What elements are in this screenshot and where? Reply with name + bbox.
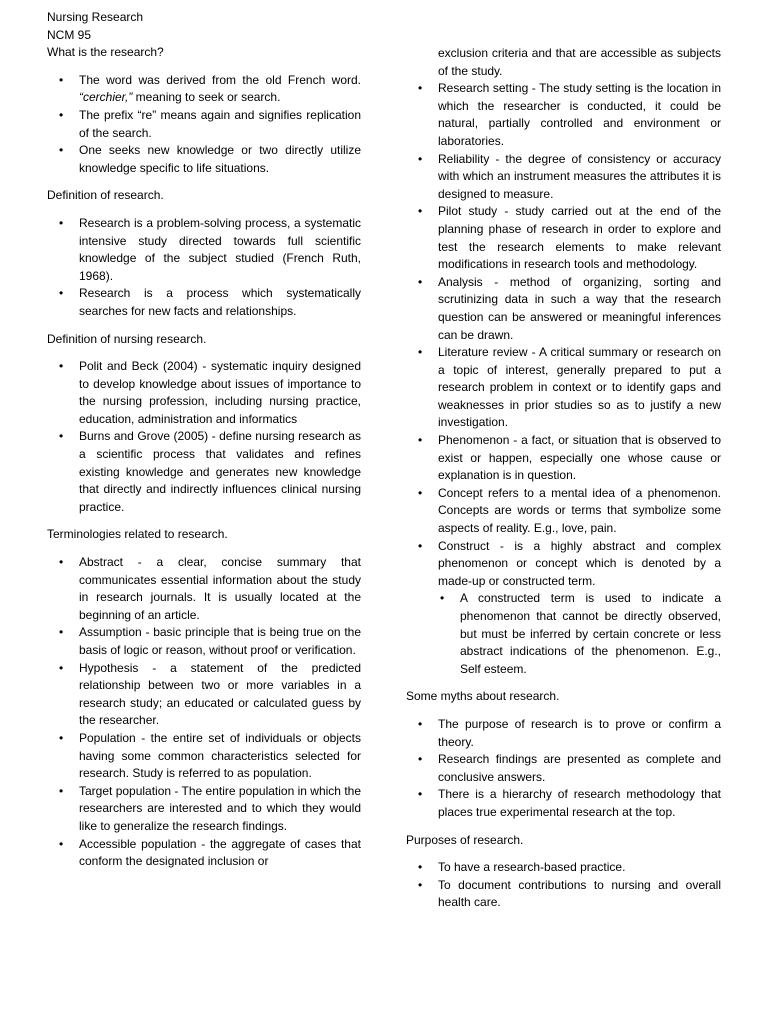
section-heading-definition-research: Definition of research. [47,188,164,203]
list-item: • Hypothesis - a statement of the predicted relationship between two or more variables in a research study; an educated or calculated guess by the researcher. [47,660,361,730]
list-terminologies-left [47,554,361,871]
section-heading-what-is-research: What is the research? [47,45,164,60]
doc-title: Nursing Research [47,10,144,24]
list-item: • Population - the entire set of individuals or objects having some common characteristics selected for research. Study is referred to as population. [47,730,361,783]
list-item: • Analysis - method of organizing, sorting and scrutinizing data in such a way that the research question can be answered or meaningful inferences can be drawn. [406,274,721,344]
list-definition-nursing-research [47,358,361,516]
list-item: • The prefix “re” means again and signifies replication of the search. [47,107,361,142]
list-item: • Construct - is a highly abstract and complex phenomenon or concept which is denoted by a made-up or constructed term. • A constructed term is used to indicate a phenomenon that cannot be directly observed, but must be inferred by certain concrete or less abstract indications of the phenomenon. E.g., Self esteem. [406,538,721,679]
section-heading-terminologies: Terminologies related to research. [47,527,228,542]
list-item: • Literature review - A critical summary or research on a topic of interest, generally prepared to put a research problem in context or to identify gaps and weaknesses in prior studies so as to justify a new investigation. [406,344,721,432]
list-item: • The word was derived from the old French word. “cerchier,” meaning to seek or search. [47,72,361,107]
list-terminologies-right [406,45,721,678]
list-item: • Research setting - The study setting is the location in which the researcher is conducted, it could be natural, partially controlled and environment or laboratories. [406,80,721,150]
list-item: • Assumption - basic principle that is being true on the basis of logic or reason, without proof or verification. [47,624,361,659]
list-definition-research [47,215,361,321]
section-heading-purposes: Purposes of research. [406,832,524,847]
list-item: • Concept refers to a mental idea of a phenomenon. Concepts are words or terms that symbolize some aspects of reality. E.g., love, pain. [406,485,721,538]
right-column [406,45,721,922]
course-code: NCM 95 [47,27,92,42]
list-item: • Research is a process which systematically searches for new facts and relationships. [47,285,361,320]
list-item: • Burns and Grove (2005) - define nursing research as a scientific process that validates and refines existing knowledge and generates new knowledge that directly and indirectly influences clinical nursing practice. [47,428,361,516]
list-item: • Research is a problem-solving process, a systematic intensive study directed towards full scientific knowledge of the subject studied (French Ruth, 1968). [47,215,361,285]
list-purposes [406,859,721,912]
section-heading-myths: Some myths about research. [406,689,560,704]
sub-list-item: • A constructed term is used to indicate a phenomenon that cannot be directly observed, but must be inferred by certain concrete or less abstract indications of the phenomenon. E.g., Self esteem. [438,590,721,678]
list-item-continuation: exclusion criteria and that are accessible as subjects of the study. [438,46,721,78]
emphasis-word: “cerchier,” [79,90,133,105]
list-item: • To document contributions to nursing and overall health care. [406,877,721,912]
list-item: • Pilot study - study carried out at the end of the planning phase of research in order to explore and test the research elements to make relevant modifications in research tools and methodology. [406,203,721,273]
sub-list-construct [438,590,721,678]
list-item: • To have a research-based practice. [406,859,721,877]
list-what-is-research [47,72,361,178]
list-myths [406,716,721,822]
list-item: • Abstract - a clear, concise summary that communicates essential information about the study in research journals. It is usually located at the beginning of an article. [47,554,361,624]
left-column [47,9,361,881]
section-heading-definition-nursing-research: Definition of nursing research. [47,331,207,346]
list-item: • The purpose of research is to prove or confirm a theory. [406,716,721,751]
list-item: • Phenomenon - a fact, or situation that is observed to exist or happen, especially one whose cause or explanation is in question. [406,432,721,485]
list-item: • There is a hierarchy of research methodology that places true experimental research at the top. [406,786,721,821]
list-item: • One seeks new knowledge or two directly utilize knowledge specific to life situations. [47,142,361,177]
list-item: • Polit and Beck (2004) - systematic inquiry designed to develop knowledge about issues of importance to the nursing profession, including nursing practice, education, administration and informatics [47,358,361,428]
list-item: • Reliability - the degree of consistency or accuracy with which an instrument measures the attributes it is designed to measure. [406,151,721,204]
list-item: • Accessible population - the aggregate of cases that conform the designated inclusion or [47,836,361,871]
list-item: • Target population - The entire population in which the researchers are interested and to which they would like to generalize the research findings. [47,783,361,836]
list-item: • Research findings are presented as complete and conclusive answers. [406,751,721,786]
